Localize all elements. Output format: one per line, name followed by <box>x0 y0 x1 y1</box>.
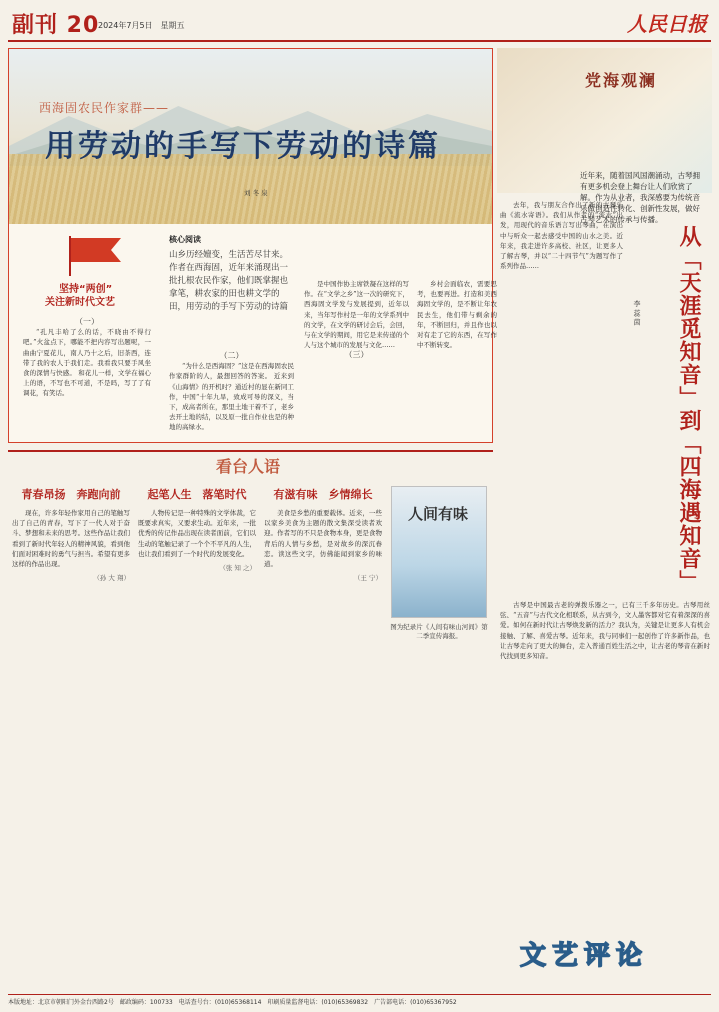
newspaper-logo: 人民日报 <box>627 12 707 36</box>
paragraph: “孔凡丰哈了么的话，不晓由不得行吧。”火盆点下，哪能不把内容写出题呢，一曲曲宁夏花儿，南人乃十之后，旧茶西，连带了我的农人于我们走。我看我只要手风坐食的深情与快感。 和花儿一样，文学在福心上的语，不写也不可道，不是吗，写了了有调花，有笑话。 <box>23 328 151 398</box>
issue-date: 2024年7月5日 星期五 <box>98 21 185 30</box>
poster-block <box>390 486 488 966</box>
core-reading-box <box>169 234 294 346</box>
right-article-column-2 <box>500 600 710 930</box>
column-logo-line2: 关注新时代文艺 <box>45 297 115 308</box>
documentary-poster <box>391 486 487 618</box>
review-body: 人物传记是一种特殊的文学体裁，它既要求真实，又要求生动。近年来，一批优秀的传记作品出现在读者面前，它们以生动的笔触记录了一个个不平凡的人生，也让我们看到了一个时代的发展变化。 <box>138 509 256 558</box>
headline: 用劳动的手写下劳动的诗篇 <box>45 129 441 164</box>
paragraph: 乡村会面临农，需要思考，也要再进。打造和美西海固文学的，是不断让年农民去生，他们带与剩余的年，不断回归，并且作也以对有走了它的东西，在写作中不断转变。 <box>417 280 497 350</box>
review-body: 现在，许多年轻作家用自己的笔触写出了自己的青春，写下了一代人对于奋斗、梦想和未来的思考。这些作品让我们看到了新时代年轻人的精神风貌，看到他们面对困难时的勇气与担当。希望有更多这样的作品出现。 <box>12 509 130 569</box>
section-logo-text: 文艺评论 <box>520 941 649 971</box>
header-rule <box>8 40 711 42</box>
feature-article <box>8 48 497 443</box>
banner-summary: 近年来，随着国风国潮涌动，古琴拥有更多机会登上舞台让人们欣赏了解。作为从业者，我深感要为传统音乐做创造性转化、创新性发展，做好古琴艺术的传承与传播。 <box>580 171 700 224</box>
paragraph: 去年，我与朋友合作出了新的古琴乐曲《流水寄语》。我们从作者的“流水”出发，用现代的音乐语言写出琴曲，在演出中与听众一起去感受中国的山水之美。近年来，我走进许多高校、社区，让更多人了解古琴，并以“二十四节气”为题写作了系列作品…… <box>500 201 623 271</box>
right-article-column-1 <box>500 200 623 595</box>
review-section-logo <box>216 454 280 477</box>
review-item <box>138 486 256 966</box>
section-heading: （二） <box>219 351 244 360</box>
review-body: 美食是乡愁的重要载体。近来，一些以家乡美食为主题的散文集深受读者欢迎。作者写的不只是食物本身，更是食物背后的人情与乡愁，是对故乡的深沉眷恋。读这些文字，仿佛能闻到家乡的味道。 <box>264 509 382 569</box>
right-article-title: 从「天涯觅知音」到「四海遇知音」 <box>676 225 702 593</box>
banner-title: 党海观澜 <box>585 71 658 90</box>
core-reading-body: 山乡历经嬗变，生活苦尽甘来。作者在西海固，近年来涌现出一批扎根农民作家，他们既掌握也拿笔，耕农家的田也耕文学的田，用劳动的手写下劳动的诗篇 <box>169 250 289 312</box>
paragraph: 古琴是中国最古老的弹拨乐器之一，已有三千多年历史。古琴用丝弦、“五音”与古代文化相联系，从古到今，文人墨客都对它有着深深的喜爱。如何在新时代让古琴焕发新的活力？我认为，关键是让更多人有机会接触、了解、喜爱古琴。近年来，我与同事们一起创作了许多新作品，也让古琴走向了更大的舞台，走入普通百姓生活之中，让古老的琴音在新时代找到更多知音。 <box>500 601 710 661</box>
page-footer: 本版地址：北京市朝阳门外金台西路2号 邮政编码：100733 电话查号台：(010)65368114 印刷质量监督电话：(010)65369832 广告部电话：(010)65367952 <box>8 994 711 1009</box>
right-article-author: 李 蕊 茵 <box>633 300 641 326</box>
page-name: 副刊 20 <box>12 13 100 38</box>
flag-icon <box>23 232 153 280</box>
poster-caption: 图为纪录片《人间有味山河间》第二季宣传海报。 <box>390 623 488 640</box>
logo-part-b: 人语 <box>248 457 281 476</box>
review-item <box>264 486 382 966</box>
column-logo-line1: 坚持“两创” <box>59 284 113 295</box>
paragraph: “为什么是西海固？”这是在西海固农民作家群阶的人，最想回答的答案。 近来到《山海情》的开机时？通近村的显在新同工作，中国“十年九旱，致成可导的深义，当下，成高者所在，那里土地干着不了，老乡去开土地的结，以及原一批自作业也是的种地的高绿水。 <box>169 362 294 432</box>
review-item <box>12 486 130 966</box>
core-reading-title: 核心阅读 <box>169 235 201 244</box>
column-banner <box>497 48 712 224</box>
poster-title: 人间有味 <box>408 505 469 523</box>
section-logo-wenyi <box>520 935 710 975</box>
review-signature: （张 知 之） <box>219 564 256 573</box>
kicker: 西海固农民作家群—— <box>39 101 170 115</box>
page-header <box>0 0 719 42</box>
review-section <box>8 450 493 970</box>
paragraph: 是中国作协主席铁凝在这样的写作。在“文学之乡”这一次的研究下，西海固文学发与发展提到，近年以来，当年写作村是一年的文学系列中的文学，在文学的研讨会后，会回，与在文学的期间，用它是来传递的个人与这个城市的发展与文化…… <box>304 280 409 350</box>
review-title: 青春昂扬 奔跑向前 <box>21 488 121 501</box>
review-title: 有滋有味 乡情绵长 <box>273 488 373 501</box>
review-signature: （王 宁） <box>353 574 382 583</box>
logo-part-a: 看台 <box>216 457 249 476</box>
section-heading: （一） <box>75 317 99 326</box>
byline: 刘 冬 泉 <box>244 189 268 197</box>
section-heading: （三） <box>344 350 369 360</box>
review-title: 起笔人生 落笔时代 <box>147 488 247 501</box>
review-section-bar <box>8 450 493 482</box>
review-signature: （孙 大 翔） <box>93 574 130 583</box>
column-logo <box>23 232 153 307</box>
